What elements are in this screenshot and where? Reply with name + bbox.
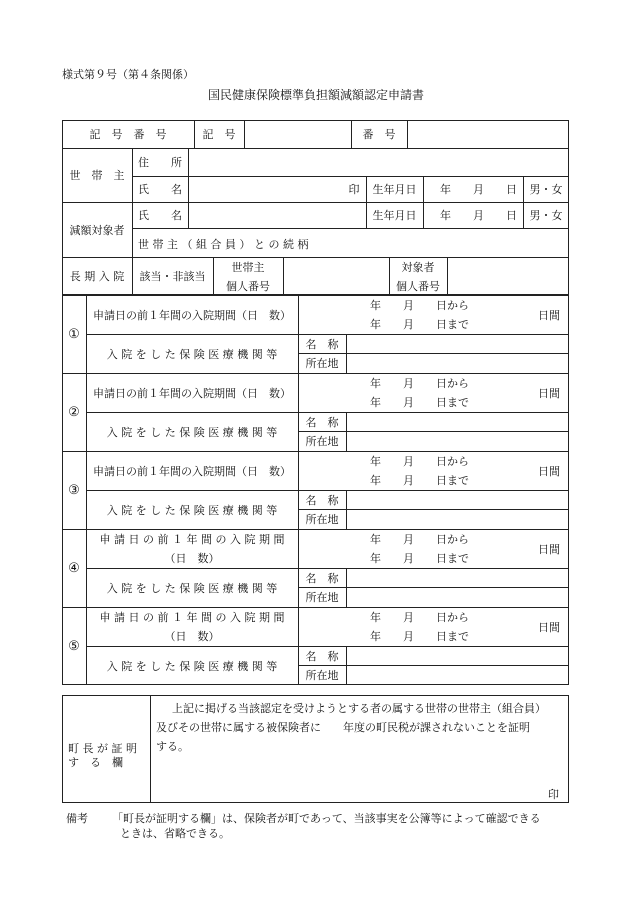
head-id-label-2: 個人番号	[226, 279, 270, 293]
longterm-label: 長 期 入 院	[69, 270, 125, 283]
target-name-field[interactable]	[188, 202, 366, 228]
setainushi-label: 世 帯 主	[69, 169, 125, 182]
target-birth-date: 年 月 日	[440, 209, 517, 222]
certify-text-1: 上記に掲げる当該認定を受けようとする者の属する世帯の世帯主（組合員）	[172, 702, 546, 715]
kigo-label: 記 号	[202, 128, 236, 141]
kigo-field[interactable]	[244, 120, 351, 148]
certify-label-2: す る 欄	[68, 756, 123, 769]
entry-number: ②	[68, 404, 80, 420]
head-gender[interactable]: 男・女	[529, 183, 563, 196]
inst-name-label: 名 称	[305, 337, 339, 351]
inst-name-label: 名 称	[305, 493, 339, 507]
inst-name-label: 名 称	[305, 649, 339, 663]
period-to: 年 月 日まで	[370, 318, 469, 331]
note-label: 備考	[66, 812, 88, 825]
period-to: 年 月 日まで	[370, 396, 469, 409]
target-label: 減額対象者	[69, 223, 125, 237]
inst-name-label: 名 称	[305, 415, 339, 429]
head-id-field[interactable]	[283, 257, 389, 295]
relation-label: 世 帯 主 （ 組 合 員 ） と の 続 柄	[138, 238, 309, 251]
period-label: 申請日の前１年間の入院期間（日 数）	[93, 464, 291, 478]
target-gender[interactable]: 男・女	[529, 209, 563, 222]
period-label: 申 請 日 の 前 １ 年 間 の 入 院 期 間	[99, 533, 285, 546]
institution-label: 入 院 を し た 保 険 医 療 機 関 等	[106, 347, 278, 361]
period-from: 年 月 日から	[370, 611, 469, 624]
target-id-field[interactable]	[447, 257, 569, 295]
jusho-label: 住 所	[138, 156, 182, 169]
institution-label: 入 院 を し た 保 険 医 療 機 関 等	[106, 503, 278, 517]
period-to: 年 月 日まで	[370, 630, 469, 643]
head-birth-label: 生年月日	[372, 183, 417, 196]
period-days: 日間	[538, 621, 560, 634]
kigo-bango-label: 記 号 番 号	[89, 128, 167, 141]
head-name-label: 氏 名	[138, 183, 182, 196]
form-number: 様式第９号（第４条関係）	[62, 68, 194, 81]
bango-label: 番 号	[362, 128, 396, 141]
note-text-2: ときは、省略できる。	[120, 827, 230, 840]
inst-address-label: 所在地	[305, 357, 339, 370]
address-field[interactable]	[188, 148, 569, 176]
period-days: 日間	[538, 387, 560, 400]
note-text-1: 「町長が証明する欄」は、保険者が町であって、当該事実を公簿等によって確認できる	[112, 812, 541, 825]
period-days: 日間	[538, 465, 560, 478]
period-from: 年 月 日から	[370, 455, 469, 468]
inst-address-label: 所在地	[305, 591, 339, 604]
period-label-days: （日 数）	[164, 630, 220, 643]
target-id-label-1: 対象者	[401, 260, 435, 274]
institution-label: 入 院 を し た 保 険 医 療 機 関 等	[106, 659, 278, 673]
period-label: 申請日の前１年間の入院期間（日 数）	[93, 308, 291, 322]
period-from: 年 月 日から	[370, 299, 469, 312]
inst-name-label: 名 称	[305, 571, 339, 585]
page-title: 国民健康保険標準負担額減額認定申請書	[208, 88, 425, 102]
seal-mark: 印	[348, 183, 360, 196]
period-label: 申請日の前１年間の入院期間（日 数）	[93, 386, 291, 400]
inst-address-label: 所在地	[305, 513, 339, 526]
certify-seal: 印	[548, 788, 559, 801]
period-days: 日間	[538, 543, 560, 556]
entry-number: ③	[68, 482, 80, 498]
head-birth-date: 年 月 日	[440, 183, 517, 196]
period-from: 年 月 日から	[370, 377, 469, 390]
institution-label: 入 院 を し た 保 険 医 療 機 関 等	[106, 581, 278, 595]
period-to: 年 月 日まで	[370, 474, 469, 487]
certify-text-2: 及びその世帯に属する被保険者に 年度の町民税が課されないことを証明	[156, 721, 530, 734]
institution-label: 入 院 を し た 保 険 医 療 機 関 等	[106, 425, 278, 439]
period-days: 日間	[538, 309, 560, 322]
longterm-applicable[interactable]: 該当・非該当	[139, 270, 206, 283]
target-name-label: 氏 名	[138, 209, 182, 222]
certify-text-3: する。	[156, 740, 189, 753]
certify-label-1: 町 長 が 証 明	[68, 742, 137, 755]
bango-field[interactable]	[407, 120, 569, 148]
period-label: 申 請 日 の 前 １ 年 間 の 入 院 期 間	[99, 611, 285, 624]
entry-number: ⑤	[68, 638, 80, 654]
period-label-days: （日 数）	[164, 552, 220, 565]
target-birth-label: 生年月日	[372, 209, 417, 222]
inst-address-label: 所在地	[305, 669, 339, 682]
inst-address-label: 所在地	[305, 435, 339, 448]
period-from: 年 月 日から	[370, 533, 469, 546]
period-to: 年 月 日まで	[370, 552, 469, 565]
head-id-label-1: 世帯主	[231, 260, 265, 274]
entry-number: ④	[68, 560, 80, 576]
target-id-label-2: 個人番号	[396, 279, 440, 293]
entry-number: ①	[68, 326, 80, 342]
head-name-field[interactable]	[188, 176, 348, 202]
